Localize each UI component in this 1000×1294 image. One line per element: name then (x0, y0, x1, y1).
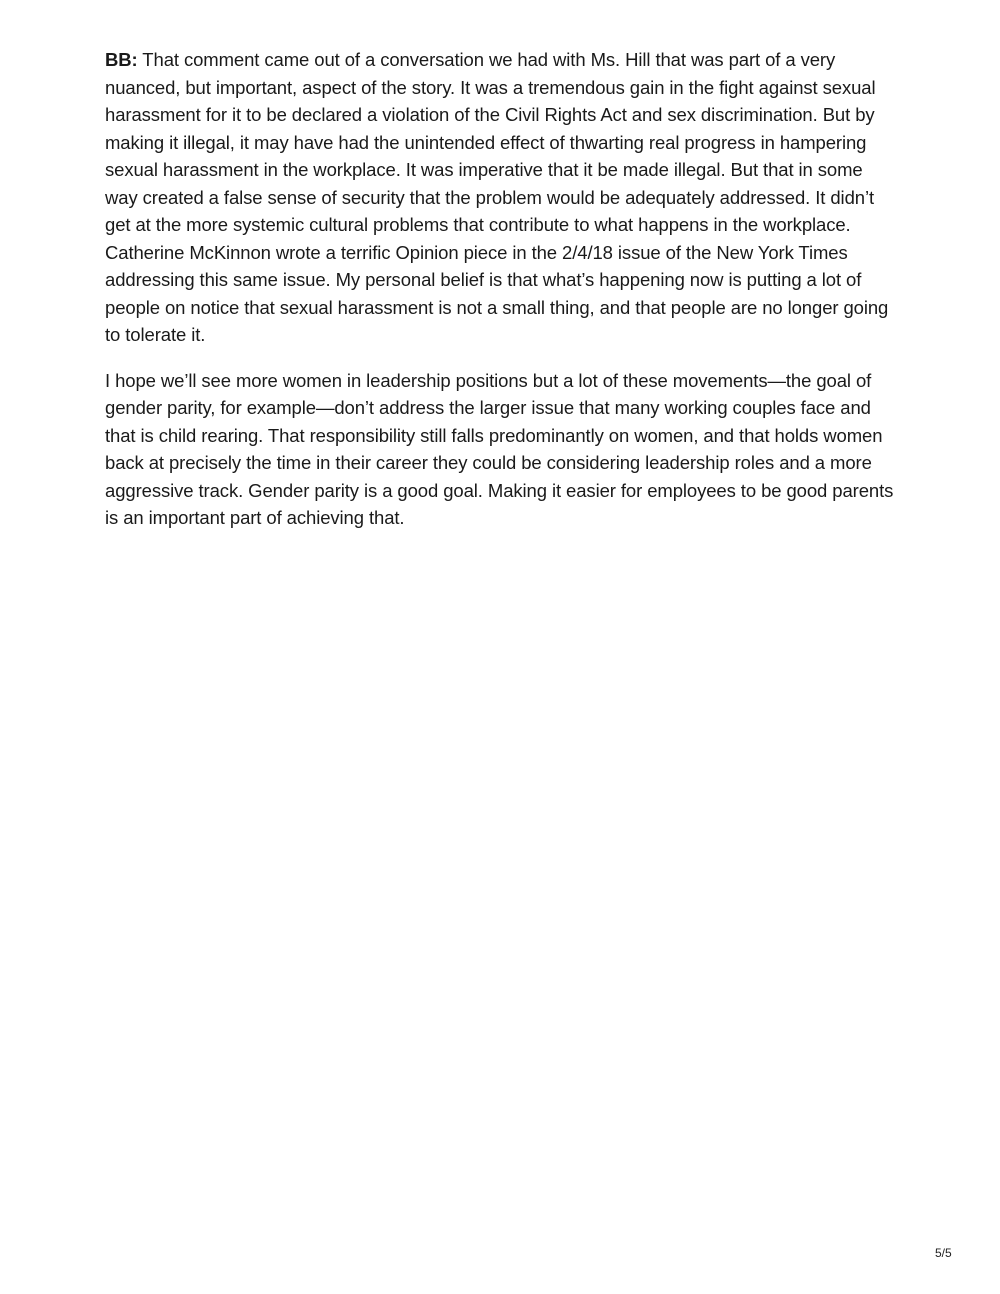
speaker-label: BB: (105, 49, 138, 70)
paragraph-text: That comment came out of a conversation we had with Ms. Hill that was part of a very nuanced, but important, aspect of the story. It was a tremendous gain in the fight against sexual harassment for it to be declared a violation of the Civil Rights Act and sex discrimination. But by making it illegal, it may have had the unintended effect of thwarting real progress in hampering sexual harassment in the workplace. It was imperative that it be made illegal. But that in some way created a false sense of security that the problem would be adequately addressed. It didn’t get at the more systemic cultural problems that contribute to what happens in the workplace. Catherine McKinnon wrote a terrific Opinion piece in the 2/4/18 issue of the New York Times addressing this same issue. My personal belief is that what’s happening now is putting a lot of people on notice that sexual harassment is not a small thing, and that people are no longer going to tolerate it. (105, 49, 889, 345)
paragraph-interview-answer (105, 46, 900, 349)
document-body (105, 46, 900, 550)
paragraph-text: I hope we’ll see more women in leadership positions but a lot of these movements—the goal of gender parity, for example—don’t address the larger issue that many working couples face and that is child rearing. That responsibility still falls predominantly on women, and that holds women back at precisely the time in their career they could be considering leadership roles and a more aggressive track. Gender parity is a good goal. Making it easier for employees to be good parents is an important part of achieving that. (105, 369, 894, 528)
page-number: 5/5 (935, 1246, 952, 1260)
paragraph-continuation (105, 367, 900, 532)
